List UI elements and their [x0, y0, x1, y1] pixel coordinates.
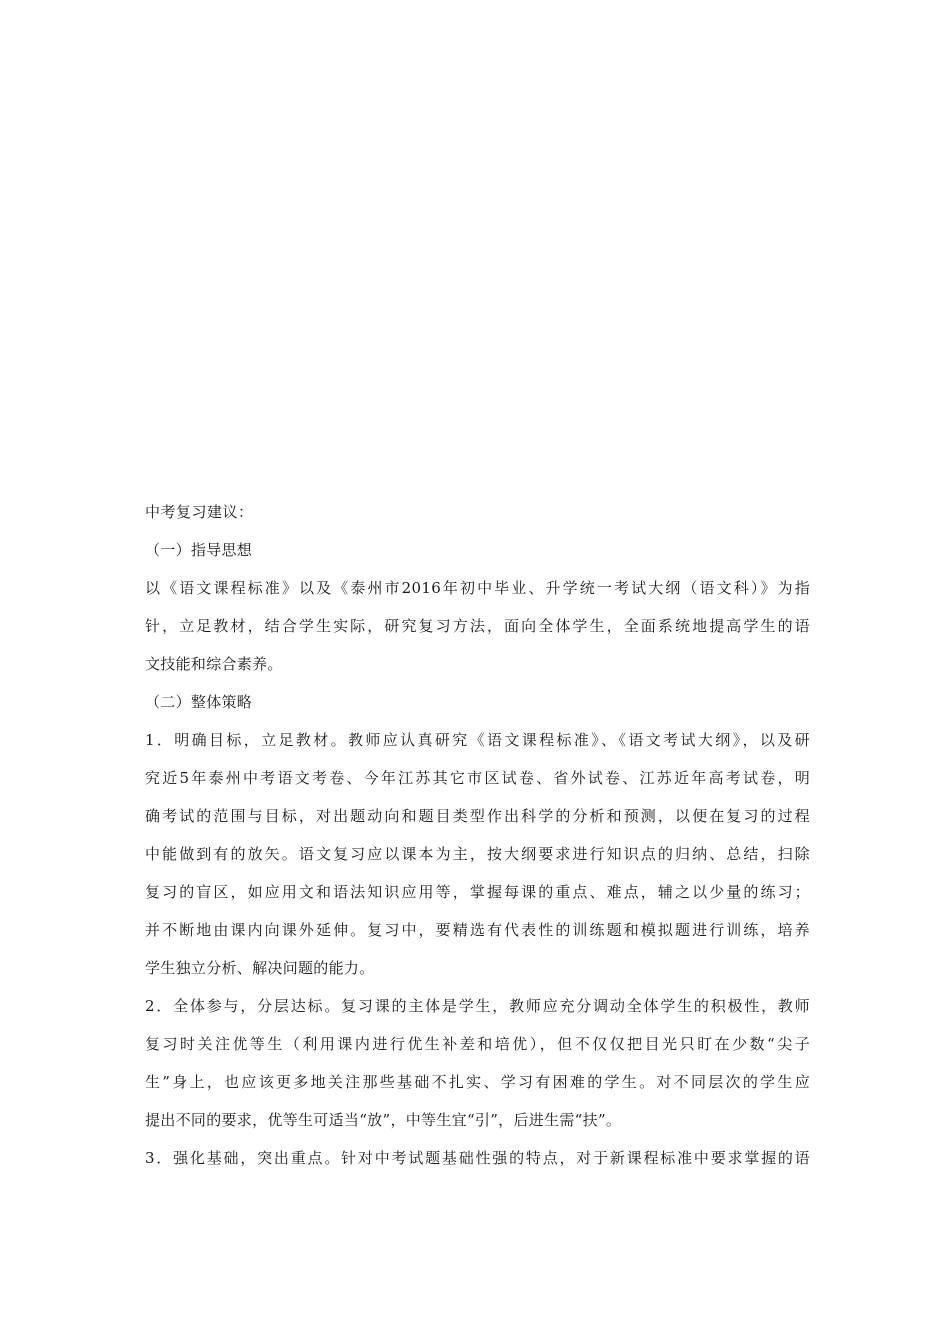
item-1-line: 复习的盲区，如应用文和语法知识应用等，掌握每课的重点、难点，辅之以少量的练习；: [145, 883, 810, 901]
item-1-line: 中能做到有的放矢。语文复习应以课本为主，按大纲要求进行知识点的归纳、总结，扫除: [145, 845, 810, 863]
item-2-line: 复习时关注优等生（利用课内进行优生补差和培优），但不仅仅把目光只盯在少数“尖子: [145, 1035, 810, 1053]
section-1-line: 针，立足教材，结合学生实际，研究复习方法，面向全体学生，全面系统地提高学生的语: [145, 617, 810, 635]
section-2-title: （二）整体策略: [145, 693, 253, 711]
item-1-line: 确考试的范围与目标，对出题动向和题目类型作出科学的分析和预测，以便在复习的过程: [145, 807, 810, 825]
section-1-line: 以《语文课程标准》以及《泰州市2016年初中毕业、升学统一考试大纲（语文科）》为指: [145, 579, 810, 597]
item-1-line: 究近5年泰州中考语文考卷、今年江苏其它市区试卷、省外试卷、江苏近年高考试卷，明: [145, 769, 810, 787]
item-1-line: 并不断地由课内向课外延伸。复习中，要精选有代表性的训练题和模拟题进行训练，培养: [145, 921, 810, 939]
item-2-line: 生”身上，也应该更多地关注那些基础不扎实、学习有困难的学生。对不同层次的学生应: [145, 1073, 810, 1091]
item-1-line: 学生独立分析、解决问题的能力。: [145, 959, 375, 977]
item-3-line: 3．强化基础，突出重点。针对中考试题基础性强的特点，对于新课程标准中要求掌握的语: [145, 1149, 810, 1167]
section-1-line: 文技能和综合素养。: [145, 655, 283, 673]
document-body: [145, 493, 810, 1177]
item-2-line: 2．全体参与，分层达标。复习课的主体是学生，教师应充分调动全体学生的积极性，教师: [145, 997, 810, 1015]
section-1-title: （一）指导思想: [145, 541, 253, 559]
item-2-line: 提出不同的要求，优等生可适当“放”，中等生宜“引”，后进生需“扶”。: [145, 1111, 622, 1129]
document-heading: 中考复习建议：: [145, 503, 254, 521]
item-1-line: 1．明确目标，立足教材。教师应认真研究《语文课程标准》、《语文考试大纲》，以及研: [145, 731, 810, 749]
